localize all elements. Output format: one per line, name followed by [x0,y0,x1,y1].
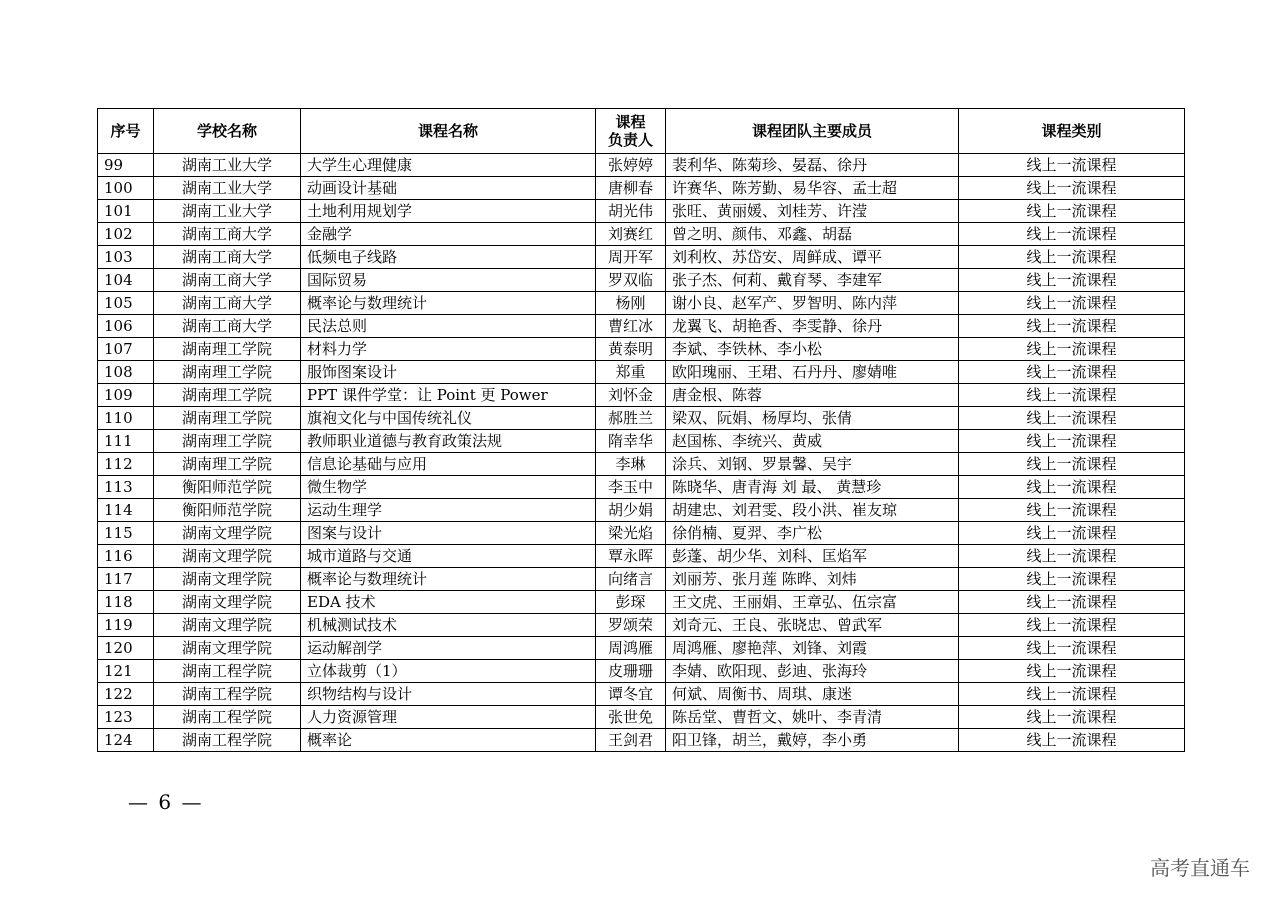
cell-type: 线上一流课程 [959,545,1185,568]
cell-leader: 皮珊珊 [596,660,666,683]
cell-course: 旗袍文化与中国传统礼仪 [301,407,596,430]
cell-school: 湖南工商大学 [154,269,301,292]
cell-type: 线上一流课程 [959,200,1185,223]
cell-type: 线上一流课程 [959,729,1185,752]
cell-no: 123 [98,706,154,729]
cell-type: 线上一流课程 [959,568,1185,591]
page-number: — 6 — [128,790,204,814]
cell-no: 109 [98,384,154,407]
cell-course: 立体裁剪（1） [301,660,596,683]
table-row [98,522,1185,545]
cell-school: 湖南理工学院 [154,430,301,453]
cell-no: 122 [98,683,154,706]
table-row [98,223,1185,246]
cell-type: 线上一流课程 [959,430,1185,453]
cell-leader: 周鸿雁 [596,637,666,660]
cell-school: 湖南工业大学 [154,154,301,177]
cell-leader: 谭冬宜 [596,683,666,706]
cell-school: 湖南工业大学 [154,177,301,200]
cell-school: 湖南工程学院 [154,729,301,752]
table-row [98,568,1185,591]
header-leader-line2: 负责人 [607,131,653,149]
header-school: 学校名称 [154,109,301,154]
cell-type: 线上一流课程 [959,660,1185,683]
cell-school: 湖南工商大学 [154,223,301,246]
table-row [98,154,1185,177]
table-row [98,269,1185,292]
cell-course: 机械测试技术 [301,614,596,637]
table-row [98,729,1185,752]
table-row [98,407,1185,430]
cell-team: 涂兵、刘钢、罗景馨、吴宇 [666,453,959,476]
cell-course: PPT 课件学堂：让 Point 更 Power [301,384,596,407]
cell-course: 材料力学 [301,338,596,361]
cell-school: 湖南文理学院 [154,568,301,591]
cell-team: 刘丽芳、张月莲 陈晔、刘炜 [666,568,959,591]
cell-school: 湖南工程学院 [154,683,301,706]
cell-school: 湖南文理学院 [154,522,301,545]
cell-team: 张旺、黄丽媛、刘桂芳、许滢 [666,200,959,223]
header-no: 序号 [98,109,154,154]
cell-team: 胡建忠、刘君雯、段小洪、崔友琼 [666,499,959,522]
cell-course: 运动解剖学 [301,637,596,660]
cell-leader: 胡光伟 [596,200,666,223]
cell-course: 信息论基础与应用 [301,453,596,476]
cell-type: 线上一流课程 [959,384,1185,407]
cell-school: 湖南理工学院 [154,338,301,361]
cell-school: 湖南工商大学 [154,315,301,338]
cell-team: 刘奇元、王良、张晓忠、曾武军 [666,614,959,637]
cell-course: 教师职业道德与教育政策法规 [301,430,596,453]
cell-leader: 刘赛红 [596,223,666,246]
cell-type: 线上一流课程 [959,177,1185,200]
cell-type: 线上一流课程 [959,499,1185,522]
header-leader-line1: 课程 [615,113,646,131]
cell-leader: 胡少娟 [596,499,666,522]
header-course: 课程名称 [301,109,596,154]
cell-course: 概率论与数理统计 [301,568,596,591]
cell-type: 线上一流课程 [959,315,1185,338]
cell-team: 刘利枚、苏岱安、周鲜成、谭平 [666,246,959,269]
cell-course: 国际贸易 [301,269,596,292]
table-row [98,591,1185,614]
cell-type: 线上一流课程 [959,683,1185,706]
cell-team: 赵国栋、李统兴、黄威 [666,430,959,453]
cell-no: 111 [98,430,154,453]
cell-no: 105 [98,292,154,315]
cell-no: 103 [98,246,154,269]
cell-school: 湖南文理学院 [154,614,301,637]
watermark-text: 高考直通车 [1150,856,1250,880]
table-row [98,660,1185,683]
cell-no: 112 [98,453,154,476]
cell-leader: 刘怀金 [596,384,666,407]
cell-course: 民法总则 [301,315,596,338]
cell-leader: 张婷婷 [596,154,666,177]
cell-type: 线上一流课程 [959,637,1185,660]
cell-no: 110 [98,407,154,430]
table-row [98,338,1185,361]
cell-course: 概率论与数理统计 [301,292,596,315]
cell-type: 线上一流课程 [959,269,1185,292]
cell-team: 曾之明、颜伟、邓鑫、胡磊 [666,223,959,246]
cell-no: 120 [98,637,154,660]
cell-no: 118 [98,591,154,614]
cell-no: 100 [98,177,154,200]
cell-team: 陈岳堂、曹哲文、姚叶、李青清 [666,706,959,729]
cell-type: 线上一流课程 [959,476,1185,499]
cell-type: 线上一流课程 [959,338,1185,361]
cell-no: 113 [98,476,154,499]
table-row [98,384,1185,407]
cell-team: 梁双、阮娟、杨厚均、张倩 [666,407,959,430]
cell-team: 徐俏楠、夏羿、李广松 [666,522,959,545]
table-row [98,706,1185,729]
cell-course: 大学生心理健康 [301,154,596,177]
cell-leader: 王剑君 [596,729,666,752]
cell-no: 107 [98,338,154,361]
cell-leader: 郑重 [596,361,666,384]
cell-leader: 罗双临 [596,269,666,292]
cell-leader: 唐柳春 [596,177,666,200]
cell-type: 线上一流课程 [959,591,1185,614]
header-team: 课程团队主要成员 [666,109,959,154]
cell-leader: 梁光焰 [596,522,666,545]
cell-team: 李婧、欧阳现、彭迪、张海玲 [666,660,959,683]
cell-course: 动画设计基础 [301,177,596,200]
table-row [98,453,1185,476]
cell-leader: 张世免 [596,706,666,729]
cell-school: 湖南理工学院 [154,453,301,476]
table-row [98,683,1185,706]
cell-leader: 杨刚 [596,292,666,315]
table-row [98,430,1185,453]
cell-leader: 曹红冰 [596,315,666,338]
cell-no: 106 [98,315,154,338]
cell-no: 101 [98,200,154,223]
cell-team: 彭蓬、胡少华、刘科、匡焰军 [666,545,959,568]
cell-school: 湖南工程学院 [154,660,301,683]
cell-no: 108 [98,361,154,384]
table-body [98,154,1185,752]
cell-no: 102 [98,223,154,246]
cell-school: 衡阳师范学院 [154,476,301,499]
cell-school: 湖南工商大学 [154,246,301,269]
table-row [98,614,1185,637]
cell-course: 低频电子线路 [301,246,596,269]
cell-team: 欧阳瑰丽、王珺、石丹丹、廖婧唯 [666,361,959,384]
table-row [98,246,1185,269]
cell-no: 99 [98,154,154,177]
cell-no: 116 [98,545,154,568]
cell-no: 117 [98,568,154,591]
table-row [98,292,1185,315]
table-row [98,499,1185,522]
cell-team: 张子杰、何莉、戴育琴、李建军 [666,269,959,292]
cell-team: 周鸿雁、廖艳萍、刘锋、刘霞 [666,637,959,660]
cell-no: 119 [98,614,154,637]
cell-team: 许赛华、陈芳勤、易华容、孟士超 [666,177,959,200]
cell-school: 湖南理工学院 [154,361,301,384]
cell-leader: 彭琛 [596,591,666,614]
cell-course: 微生物学 [301,476,596,499]
cell-type: 线上一流课程 [959,706,1185,729]
cell-school: 湖南文理学院 [154,637,301,660]
cell-type: 线上一流课程 [959,223,1185,246]
cell-type: 线上一流课程 [959,407,1185,430]
cell-team: 陈晓华、唐青海 刘 最、 黄慧珍 [666,476,959,499]
cell-team: 王文虎、王丽娟、王章弘、伍宗富 [666,591,959,614]
cell-no: 121 [98,660,154,683]
cell-no: 124 [98,729,154,752]
cell-team: 阳卫锋，胡兰，戴婷，李小勇 [666,729,959,752]
cell-team: 谢小良、赵军产、罗智明、陈内萍 [666,292,959,315]
cell-course: 织物结构与设计 [301,683,596,706]
cell-type: 线上一流课程 [959,453,1185,476]
cell-type: 线上一流课程 [959,522,1185,545]
header-leader [596,109,666,154]
cell-leader: 黄泰明 [596,338,666,361]
cell-course: 概率论 [301,729,596,752]
cell-team: 裴利华、陈菊珍、晏磊、徐丹 [666,154,959,177]
table-row [98,315,1185,338]
cell-school: 湖南文理学院 [154,591,301,614]
cell-leader: 周开军 [596,246,666,269]
table-header-row [98,109,1185,154]
table-row [98,177,1185,200]
cell-type: 线上一流课程 [959,292,1185,315]
cell-school: 湖南工商大学 [154,292,301,315]
cell-leader: 罗颂荣 [596,614,666,637]
cell-leader: 覃永晖 [596,545,666,568]
table-row [98,361,1185,384]
cell-no: 104 [98,269,154,292]
cell-type: 线上一流课程 [959,154,1185,177]
cell-team: 何斌、周衡书、周琪、康迷 [666,683,959,706]
cell-no: 114 [98,499,154,522]
cell-type: 线上一流课程 [959,361,1185,384]
cell-leader: 向绪言 [596,568,666,591]
cell-no: 115 [98,522,154,545]
cell-type: 线上一流课程 [959,246,1185,269]
cell-school: 湖南工程学院 [154,706,301,729]
cell-school: 衡阳师范学院 [154,499,301,522]
cell-team: 李斌、李铁林、李小松 [666,338,959,361]
table-row [98,476,1185,499]
table-row [98,637,1185,660]
cell-school: 湖南理工学院 [154,384,301,407]
cell-course: 图案与设计 [301,522,596,545]
cell-course: 土地利用规划学 [301,200,596,223]
course-table [97,108,1185,752]
cell-leader: 郝胜兰 [596,407,666,430]
cell-school: 湖南工业大学 [154,200,301,223]
cell-school: 湖南文理学院 [154,545,301,568]
table-row [98,200,1185,223]
cell-leader: 隋幸华 [596,430,666,453]
cell-leader: 李玉中 [596,476,666,499]
cell-leader: 李琳 [596,453,666,476]
header-type: 课程类别 [959,109,1185,154]
cell-course: 城市道路与交通 [301,545,596,568]
cell-school: 湖南理工学院 [154,407,301,430]
cell-team: 唐金根、陈蓉 [666,384,959,407]
cell-team: 龙翼飞、胡艳香、李雯静、徐丹 [666,315,959,338]
cell-course: 人力资源管理 [301,706,596,729]
cell-type: 线上一流课程 [959,614,1185,637]
cell-course: 运动生理学 [301,499,596,522]
cell-course: EDA 技术 [301,591,596,614]
table-row [98,545,1185,568]
cell-course: 金融学 [301,223,596,246]
cell-course: 服饰图案设计 [301,361,596,384]
